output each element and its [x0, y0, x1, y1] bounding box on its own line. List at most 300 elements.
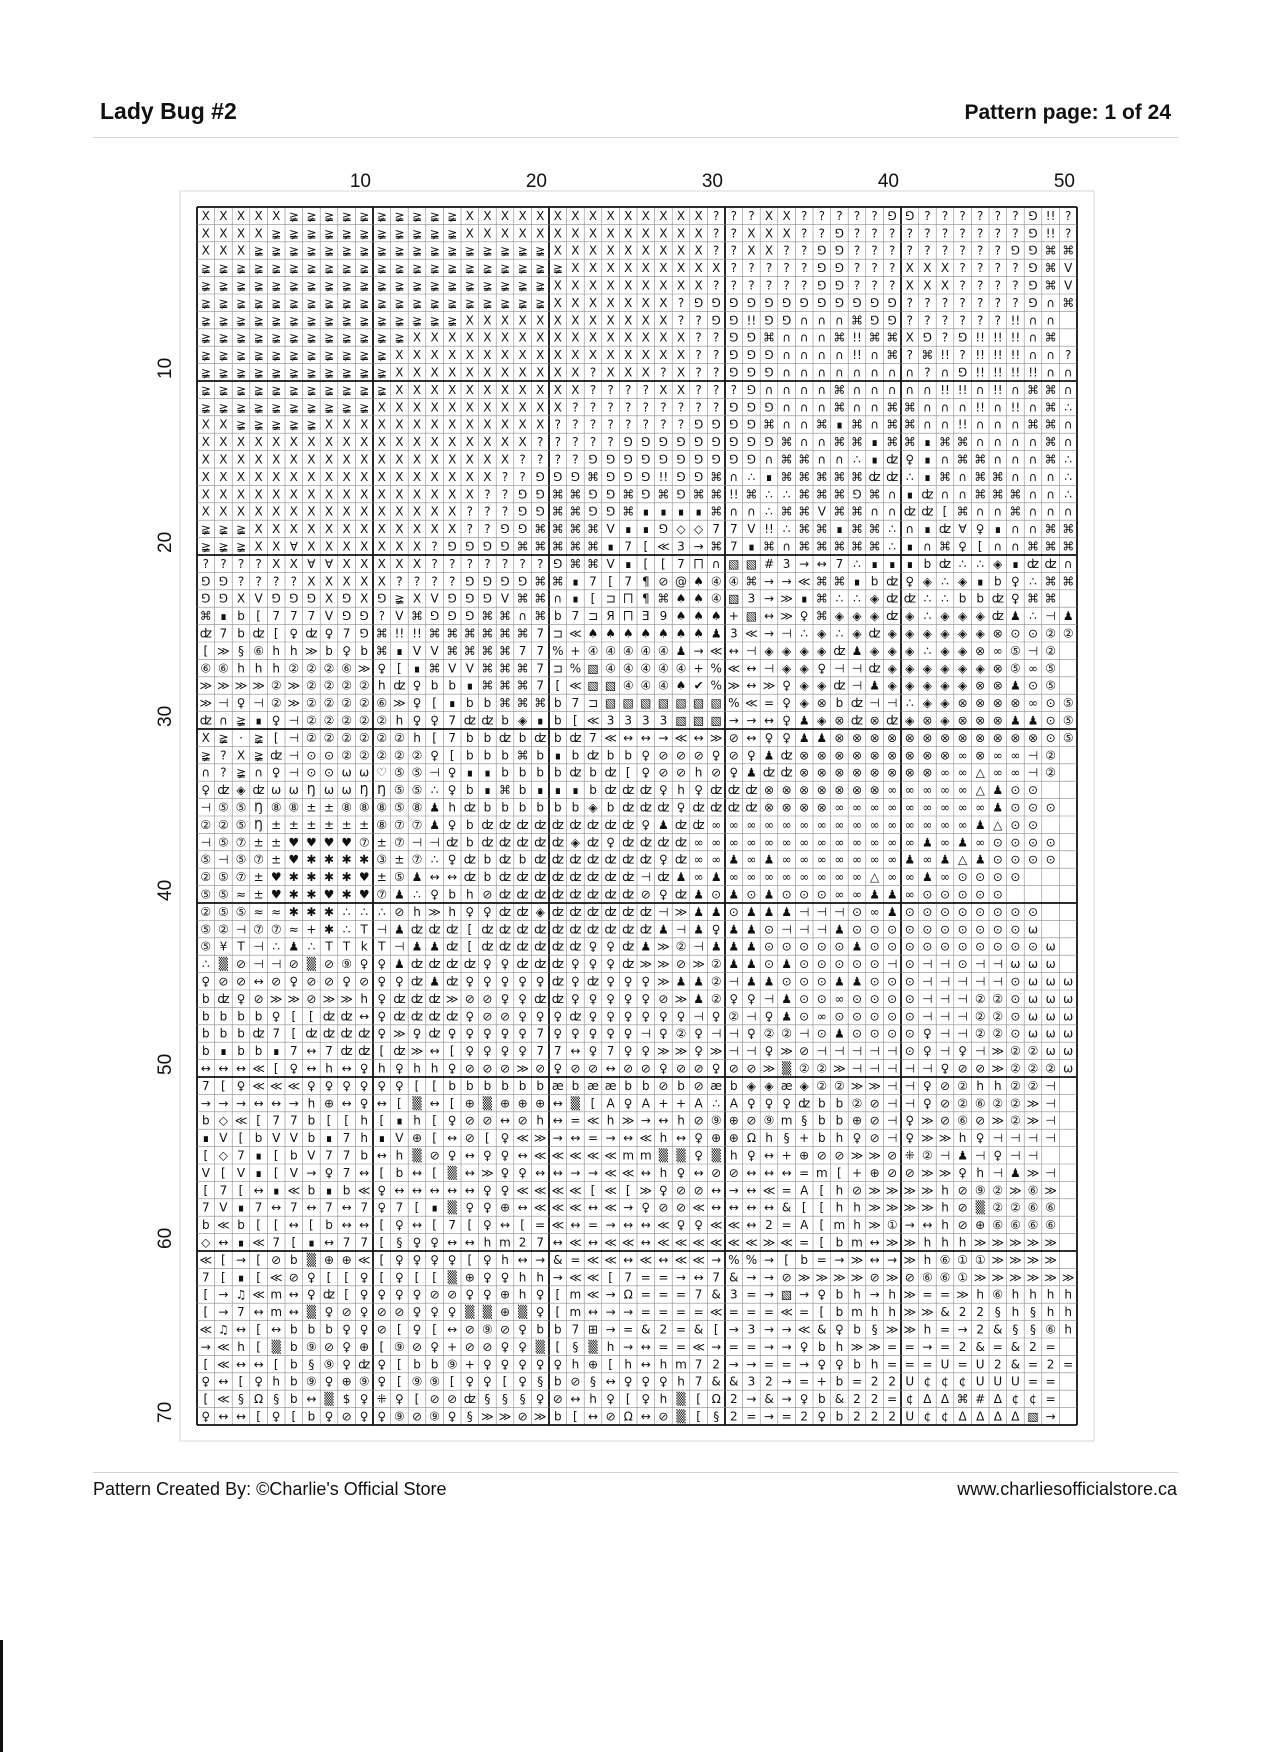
stitch-symbol: 7	[536, 626, 545, 641]
stitch-symbol: ?	[713, 365, 720, 380]
stitch-symbol: ʣ	[622, 922, 635, 937]
stitch-symbol: ∞	[799, 835, 810, 850]
stitch-symbol: →	[781, 1339, 792, 1354]
stitch-symbol: ♀	[694, 1131, 703, 1146]
stitch-symbol: ⊘	[447, 1287, 458, 1302]
stitch-symbol: ?	[994, 226, 1001, 241]
stitch-symbol: ①	[886, 1218, 898, 1233]
stitch-symbol: X	[307, 469, 316, 484]
stitch-symbol: ⊣	[851, 661, 863, 676]
stitch-symbol: ⊗	[869, 730, 880, 745]
stitch-symbol: X	[624, 243, 633, 258]
stitch-symbol: ∞	[816, 835, 827, 850]
stitch-symbol: !!	[728, 487, 739, 502]
stitch-symbol: X	[553, 243, 562, 258]
stitch-symbol: ♀	[395, 1061, 404, 1076]
stitch-symbol: ⌘	[516, 626, 529, 641]
stitch-symbol: ≫	[780, 591, 793, 606]
stitch-symbol: ⊙	[957, 922, 968, 937]
stitch-symbol: ≩	[218, 522, 229, 537]
stitch-symbol: ⌘	[1044, 452, 1057, 467]
stitch-symbol: h	[923, 1322, 932, 1337]
stitch-symbol: ʣ	[569, 939, 582, 954]
stitch-symbol: =	[1027, 1374, 1039, 1389]
stitch-symbol: ʣ	[410, 922, 424, 937]
stitch-symbol: ⑥	[200, 661, 212, 676]
stitch-symbol: X	[606, 243, 615, 258]
stitch-symbol: ♀	[412, 678, 422, 693]
stitch-symbol: →	[799, 1357, 810, 1372]
stitch-symbol: ∩	[1028, 400, 1038, 415]
stitch-symbol: ♀	[676, 1165, 686, 1180]
stitch-symbol: ◇	[676, 522, 686, 537]
stitch-symbol: ʣ	[604, 817, 617, 832]
stitch-symbol: ≩	[394, 278, 405, 293]
stitch-symbol: ?	[889, 278, 896, 293]
stitch-symbol: ?	[396, 574, 403, 589]
stitch-symbol: ʣ	[516, 957, 529, 972]
stitch-symbol: ∎	[237, 1200, 245, 1215]
stitch-symbol: X	[518, 348, 527, 363]
stitch-symbol: [	[449, 1096, 455, 1111]
store-website[interactable]: www.charliesofficialstore.ca	[957, 1479, 1177, 1499]
stitch-symbol: ♀	[571, 991, 580, 1006]
stitch-symbol: ♀	[606, 974, 615, 989]
stitch-symbol: X	[553, 226, 562, 241]
stitch-symbol: ≪	[586, 713, 600, 728]
stitch-symbol: ⌘	[798, 522, 811, 537]
stitch-symbol: ≪	[269, 1078, 283, 1093]
stitch-symbol: h	[976, 1287, 985, 1302]
stitch-symbol: ♥	[358, 887, 370, 902]
stitch-symbol: ♀	[447, 765, 457, 780]
stitch-symbol: [	[449, 748, 455, 763]
stitch-symbol: ≫	[762, 678, 776, 693]
stitch-symbol: ≪	[252, 1287, 265, 1302]
stitch-symbol: X	[782, 208, 791, 223]
stitch-symbol: ?	[1012, 208, 1019, 223]
stitch-symbol: ⊣	[1027, 1131, 1039, 1146]
stitch-symbol: ⊘	[675, 1061, 687, 1076]
stitch-symbol: X	[624, 330, 633, 345]
stitch-symbol: ∩	[1063, 435, 1073, 450]
stitch-symbol: b	[201, 1218, 210, 1233]
stitch-symbol: ∞	[940, 835, 950, 850]
stitch-symbol: ♀	[430, 748, 439, 763]
stitch-symbol: ↔	[411, 1218, 423, 1233]
stitch-symbol: X	[536, 330, 545, 345]
stitch-symbol: [	[942, 504, 948, 519]
stitch-symbol: b	[800, 1252, 809, 1267]
stitch-symbol: ?	[677, 295, 685, 310]
stitch-symbol: ⌘	[939, 539, 951, 554]
stitch-symbol: X	[588, 261, 598, 276]
stitch-symbol: b	[518, 800, 527, 815]
stitch-symbol: ⅁	[535, 469, 545, 484]
stitch-symbol: ≩	[271, 261, 282, 276]
stitch-symbol: ↔	[499, 1218, 511, 1233]
stitch-symbol: ↔	[640, 1357, 651, 1372]
stitch-symbol: ≪	[252, 1061, 265, 1076]
stitch-symbol: ♀	[535, 1009, 545, 1024]
stitch-symbol: ↔	[693, 1270, 704, 1285]
stitch-symbol: ≩	[464, 278, 475, 293]
stitch-symbol: [	[713, 1322, 719, 1337]
stitch-symbol: ≫	[921, 1131, 934, 1146]
stitch-symbol: ≫	[674, 1044, 688, 1059]
stitch-symbol: ♀	[307, 1270, 316, 1285]
stitch-symbol: ∩	[817, 313, 827, 328]
stitch-symbol: [	[221, 1252, 226, 1267]
stitch-symbol: X	[923, 278, 932, 293]
stitch-symbol: ≫	[199, 678, 213, 693]
stitch-symbol: ⊘	[693, 1078, 704, 1093]
stitch-symbol: ∩	[799, 330, 809, 345]
stitch-symbol: ∩	[729, 469, 739, 484]
stitch-symbol: ⊘	[341, 1409, 352, 1424]
stitch-symbol: ◈	[957, 609, 968, 624]
stitch-symbol: ◇	[693, 522, 704, 537]
stitch-symbol: ⌘	[551, 574, 564, 589]
stitch-symbol: ♀	[395, 1270, 404, 1285]
stitch-symbol: ⑦	[376, 887, 388, 902]
stitch-symbol: ⊘	[728, 1165, 739, 1180]
stitch-symbol: ⅁	[693, 295, 704, 310]
stitch-symbol: X	[588, 348, 598, 363]
stitch-symbol: ≫	[287, 991, 301, 1006]
stitch-symbol: ◈	[781, 661, 792, 676]
stitch-symbol: b	[237, 609, 245, 624]
stitch-symbol: ⊣	[288, 765, 300, 780]
stitch-symbol: ⌘	[551, 522, 564, 537]
stitch-symbol: ⅁	[817, 243, 827, 258]
stitch-symbol: b	[465, 835, 474, 850]
stitch-symbol: X	[412, 539, 422, 554]
stitch-symbol: =	[728, 1339, 739, 1354]
stitch-symbol: ∴	[712, 1096, 721, 1111]
stitch-symbol: ♀	[641, 1044, 651, 1059]
stitch-symbol: ≫	[797, 1270, 811, 1285]
stitch-symbol: ¢	[1011, 1392, 1020, 1407]
stitch-symbol: ≩	[535, 278, 546, 293]
stitch-symbol: ≪	[657, 1235, 670, 1250]
stitch-symbol: ≫	[1026, 1096, 1040, 1111]
stitch-symbol: [	[397, 1096, 402, 1111]
stitch-symbol: ∩	[993, 417, 1003, 432]
stitch-symbol: ⌘	[569, 522, 582, 537]
stitch-symbol: [	[379, 1252, 385, 1267]
stitch-symbol: 7	[325, 1200, 333, 1215]
stitch-symbol: ⊣	[992, 1131, 1004, 1146]
stitch-symbol: ⌘	[1009, 504, 1022, 519]
stitch-symbol: ≫	[921, 1200, 934, 1215]
stitch-symbol: ≫	[269, 991, 283, 1006]
stitch-symbol: ⅁	[447, 591, 457, 606]
stitch-symbol: ⊘	[887, 1148, 898, 1163]
stitch-symbol: ʣ	[727, 800, 740, 815]
stitch-symbol: ⊣	[1010, 1131, 1021, 1146]
stitch-symbol: X	[395, 365, 404, 380]
stitch-symbol: ∞	[922, 783, 933, 798]
stitch-symbol: ?	[941, 295, 949, 310]
stitch-symbol: ʣ	[534, 939, 547, 954]
stitch-symbol: !!	[992, 330, 1003, 345]
stitch-symbol: ≩	[376, 382, 387, 397]
stitch-symbol: ④	[640, 678, 652, 693]
stitch-symbol: ⊣	[851, 678, 863, 693]
stitch-symbol: ↔	[763, 1148, 775, 1163]
stitch-symbol: X	[430, 330, 439, 345]
stitch-symbol: ≩	[218, 295, 229, 310]
stitch-symbol: ≫	[868, 1218, 881, 1233]
stitch-symbol: X	[465, 487, 474, 502]
stitch-symbol: ?	[1065, 348, 1072, 363]
stitch-symbol: ±	[323, 817, 335, 832]
stitch-symbol: ∎	[641, 504, 650, 519]
stitch-symbol: ≫	[921, 1165, 934, 1180]
stitch-symbol: ⊣	[869, 1061, 880, 1076]
stitch-symbol: ?	[660, 417, 667, 432]
stitch-symbol: X	[448, 504, 457, 519]
stitch-symbol: ▒	[658, 1148, 669, 1163]
stitch-symbol: Ŋ	[359, 783, 369, 798]
stitch-symbol: ⊘	[517, 1113, 528, 1128]
stitch-symbol: ⌘	[710, 504, 723, 519]
stitch-symbol: [	[590, 1183, 596, 1198]
stitch-symbol: ♀	[395, 1218, 404, 1233]
stitch-symbol: U	[1011, 1374, 1020, 1389]
stitch-symbol: ʣ	[604, 783, 617, 798]
stitch-symbol: ♀	[324, 1078, 334, 1093]
stitch-symbol: ʣ	[498, 870, 512, 885]
stitch-symbol: ±	[253, 870, 264, 885]
stitch-symbol: X	[624, 208, 633, 223]
stitch-symbol: Ŋ	[254, 817, 264, 832]
stitch-symbol: ≩	[200, 261, 211, 276]
stitch-symbol: ⑥	[992, 1218, 1004, 1233]
stitch-symbol: ⊙	[834, 1009, 845, 1024]
stitch-symbol: ≪	[287, 1183, 301, 1198]
stitch-symbol: ⑥	[341, 661, 352, 676]
stitch-symbol: =	[658, 1287, 669, 1302]
stitch-symbol: ∩	[729, 504, 739, 519]
stitch-symbol: ⊣	[288, 748, 300, 763]
stitch-symbol: h	[677, 1113, 685, 1128]
stitch-symbol: [	[643, 539, 649, 554]
stitch-symbol: ⑦	[394, 835, 405, 850]
stitch-symbol: X	[518, 313, 527, 328]
stitch-symbol: ♀	[500, 974, 510, 989]
stitch-symbol: 2	[870, 1392, 879, 1407]
stitch-symbol: ⌘	[868, 522, 881, 537]
stitch-symbol: ʣ	[340, 1026, 353, 1041]
stitch-symbol: ♟	[429, 939, 440, 954]
stitch-symbol: ʣ	[551, 904, 564, 919]
stitch-symbol: ∴	[958, 556, 967, 571]
stitch-symbol: ⑧	[376, 800, 388, 815]
stitch-symbol: X	[254, 226, 263, 241]
stitch-symbol: X	[412, 504, 422, 519]
stitch-symbol: b	[553, 800, 562, 815]
stitch-symbol: ⅁	[729, 313, 739, 328]
stitch-symbol: ≫	[657, 1044, 670, 1059]
stitch-symbol: X	[395, 469, 404, 484]
stitch-symbol: ≩	[482, 278, 493, 293]
stitch-symbol: ∩	[1011, 417, 1020, 432]
stitch-symbol: h	[413, 1061, 421, 1076]
stitch-symbol: ∞	[834, 800, 845, 815]
stitch-symbol: ∴	[782, 487, 791, 502]
stitch-symbol: 7	[712, 1270, 721, 1285]
stitch-symbol: ?	[413, 574, 421, 589]
stitch-symbol: ♟	[728, 852, 740, 867]
stitch-symbol: ⌘	[886, 417, 899, 432]
stitch-symbol: ↔	[640, 1409, 651, 1424]
stitch-symbol: ⌘	[833, 435, 846, 450]
stitch-symbol: ʣ	[270, 748, 283, 763]
stitch-symbol: ↔	[711, 1200, 722, 1215]
stitch-symbol: ∞	[834, 835, 845, 850]
stitch-symbol: ♀	[606, 835, 615, 850]
stitch-symbol: ?	[959, 313, 966, 328]
stitch-symbol: 7	[201, 1270, 210, 1285]
stitch-symbol: ⌘	[815, 591, 828, 606]
stitch-symbol: ≩	[200, 313, 211, 328]
stitch-symbol: ⊗	[904, 765, 915, 780]
stitch-symbol: h	[888, 1287, 897, 1302]
stitch-symbol: ≩	[376, 313, 387, 328]
stitch-symbol: ⑤	[235, 852, 247, 867]
stitch-symbol: b	[817, 1131, 826, 1146]
stitch-symbol: ʣ	[393, 678, 406, 693]
stitch-symbol: ?	[607, 400, 614, 415]
stitch-symbol: ?	[501, 556, 509, 571]
stitch-symbol: ∩	[1046, 365, 1055, 380]
stitch-symbol: X	[588, 295, 598, 310]
stitch-symbol: X	[395, 417, 404, 432]
stitch-symbol: b	[237, 1026, 245, 1041]
stitch-symbol: ≪	[569, 1148, 582, 1163]
stitch-symbol: ⊗	[851, 730, 863, 745]
stitch-symbol: ≫	[973, 1235, 987, 1250]
stitch-symbol: ↔	[429, 1096, 440, 1111]
stitch-symbol: V	[289, 1131, 298, 1146]
stitch-symbol: b	[201, 991, 210, 1006]
stitch-symbol: ♀	[412, 713, 422, 728]
stitch-symbol: X	[536, 382, 545, 397]
stitch-symbol: ≩	[359, 295, 370, 310]
stitch-symbol: ≩	[218, 730, 229, 745]
stitch-symbol: ⊣	[974, 957, 986, 972]
stitch-symbol: ʣ	[516, 817, 529, 832]
stitch-symbol: ♀	[958, 1044, 967, 1059]
stitch-symbol: 2	[659, 1322, 668, 1337]
stitch-symbol: ⊙	[1010, 1009, 1021, 1024]
stitch-symbol: ∩	[1028, 504, 1038, 519]
stitch-symbol: ∴	[888, 539, 897, 554]
stitch-symbol: ≪	[269, 1270, 283, 1285]
stitch-symbol: ?	[730, 226, 737, 241]
stitch-symbol: ♀	[465, 974, 475, 989]
stitch-symbol: ▒	[412, 1096, 422, 1111]
stitch-symbol: b	[201, 1113, 210, 1128]
stitch-symbol: ⌘	[815, 522, 828, 537]
stitch-symbol: ⅁	[1010, 243, 1021, 258]
stitch-symbol: X	[412, 417, 422, 432]
stitch-symbol: ∞	[816, 1009, 827, 1024]
stitch-symbol: ②	[675, 1026, 687, 1041]
stitch-symbol: ⅁	[588, 487, 598, 502]
stitch-symbol: X	[201, 417, 210, 432]
stitch-symbol: ?	[871, 243, 878, 258]
stitch-symbol: ⊣	[218, 852, 229, 867]
stitch-symbol: ⊣	[992, 974, 1004, 989]
stitch-symbol: ⑦	[358, 835, 370, 850]
stitch-symbol: ⌘	[974, 469, 987, 484]
stitch-symbol: ?	[220, 765, 227, 780]
stitch-symbol: ≩	[271, 348, 282, 363]
stitch-symbol: ♀	[659, 1183, 668, 1198]
stitch-symbol: ∩	[887, 504, 897, 519]
stitch-symbol: ≩	[200, 748, 211, 763]
stitch-symbol: ⑥	[939, 1252, 951, 1267]
stitch-symbol: ≫	[621, 1113, 635, 1128]
stitch-symbol: ↔	[746, 730, 757, 745]
stitch-symbol: ⌘	[516, 591, 529, 606]
stitch-symbol: ②	[270, 678, 282, 693]
stitch-symbol: X	[588, 278, 598, 293]
stitch-symbol: V	[606, 556, 615, 571]
stitch-symbol: ≩	[429, 261, 440, 276]
stitch-symbol: ↔	[570, 1218, 581, 1233]
stitch-symbol: ≩	[253, 348, 264, 363]
stitch-symbol: ⊣	[1027, 748, 1039, 763]
stitch-symbol: h	[377, 678, 386, 693]
stitch-symbol: T	[325, 939, 333, 954]
stitch-symbol: ≩	[341, 243, 352, 258]
stitch-symbol: ʣ	[798, 1096, 811, 1111]
stitch-symbol: X	[307, 539, 316, 554]
stitch-symbol: ?	[695, 348, 702, 363]
stitch-symbol: ⊗	[904, 730, 915, 745]
stitch-symbol: ?	[941, 243, 949, 258]
stitch-symbol: ʣ	[569, 922, 582, 937]
stitch-symbol: ♀	[764, 730, 774, 745]
stitch-symbol: ⊙	[763, 922, 775, 937]
stitch-symbol: ⅁	[377, 591, 387, 606]
stitch-symbol: ∞	[975, 800, 986, 815]
stitch-symbol: ②	[1045, 1061, 1056, 1076]
stitch-symbol: ∩	[852, 382, 862, 397]
stitch-symbol: ⊕	[728, 1131, 739, 1146]
stitch-symbol: ≫	[1026, 1165, 1040, 1180]
stitch-symbol: ⊗	[1010, 730, 1021, 745]
stitch-symbol: X	[483, 313, 492, 328]
stitch-symbol: ⊘	[869, 1270, 880, 1285]
stitch-symbol: ≩	[341, 278, 352, 293]
stitch-symbol: h	[430, 1061, 439, 1076]
stitch-symbol: ♀	[923, 1096, 932, 1111]
stitch-symbol: X	[448, 400, 457, 415]
stitch-symbol: !!	[940, 382, 950, 397]
stitch-symbol: ʣ	[534, 922, 547, 937]
stitch-symbol: ≫	[1009, 1235, 1022, 1250]
stitch-symbol: ≫	[516, 1061, 529, 1076]
stitch-symbol: ⊙	[1010, 783, 1021, 798]
stitch-symbol: ↔	[218, 1409, 229, 1424]
stitch-symbol: ⅁	[676, 469, 686, 484]
stitch-symbol: ⌘	[499, 626, 511, 641]
